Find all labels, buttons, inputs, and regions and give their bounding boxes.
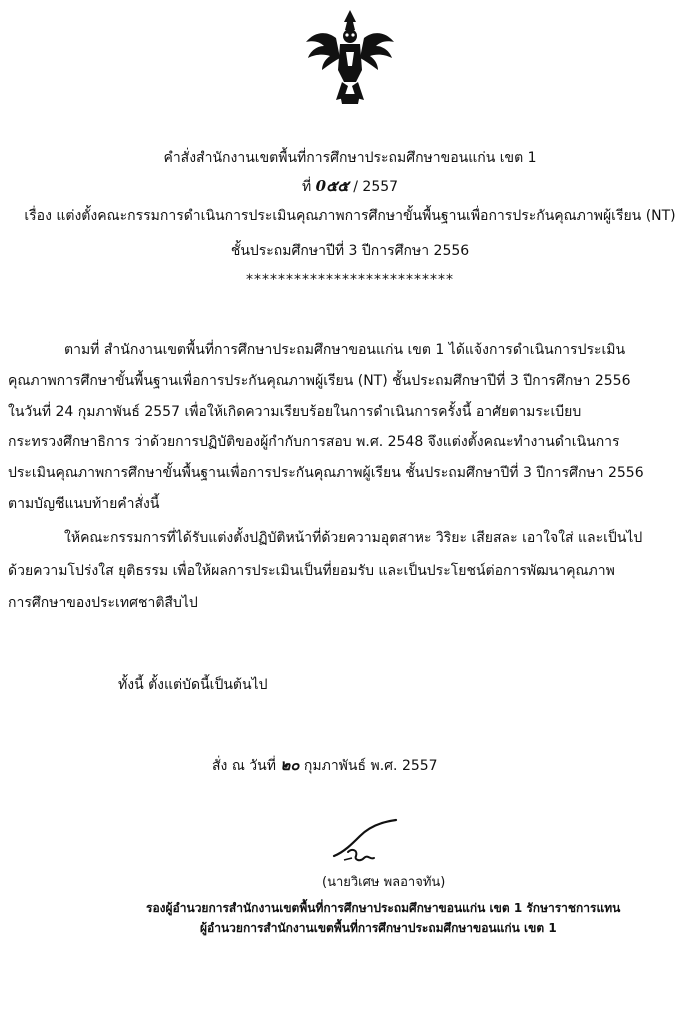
paragraph-1-line: ในวันที่ 24 กุมภาพันธ์ 2557 เพื่อให้เกิดความเรียบร้อยในการดำเนินการครั้งนี้ อาศัยตามระเบียบ: [8, 404, 582, 420]
paragraph-1-line: ตามที่ สำนักงานเขตพื้นที่การศึกษาประถมศึกษาขอนแก่น เขต 1 ได้แจ้งการดำเนินการประเมิน: [64, 342, 626, 358]
order-date-prefix: สั่ง ณ วันที่: [212, 758, 276, 774]
subject-line-1: เรื่อง แต่งตั้งคณะกรรมการดำเนินการประเมินคุณภาพการศึกษาขั้นพื้นฐานเพื่อการประกันคุณภาพผู้เรียน (NT): [24, 208, 676, 224]
paragraph-2-line: การศึกษาของประเทศชาติสืบไป: [8, 595, 198, 611]
order-number-handwritten: 0๕๕: [315, 177, 349, 195]
paragraph-1-line: ตามบัญชีแนบท้ายคำสั่งนี้: [8, 496, 160, 512]
order-title: คำสั่งสำนักงานเขตพื้นที่การศึกษาประถมศึกษาขอนแก่น เขต 1: [163, 150, 537, 166]
order-number-prefix: ที่: [301, 179, 312, 195]
effective-date-clause: ทั้งนี้ ตั้งแต่บัดนี้เป็นต้นไป: [118, 677, 268, 693]
paragraph-2-line: ด้วยความโปร่งใส ยุติธรรม เพื่อให้ผลการประเมินเป็นที่ยอมรับ และเป็นประโยชน์ต่อการพัฒนาคุณภาพ: [8, 563, 615, 579]
paragraph-1-line: กระทรวงศึกษาธิการ ว่าด้วยการปฏิบัติของผู้กำกับการสอบ พ.ศ. 2548 จึงแต่งตั้งคณะทำงานดำเนินการ: [8, 434, 620, 450]
handwritten-signature: [330, 818, 420, 868]
paragraph-1-line: คุณภาพการศึกษาขั้นพื้นฐานเพื่อการประกันคุณภาพผู้เรียน (NT) ชั้นประถมศึกษาปีที่ 3 ปีการศึกษา 2556: [8, 373, 631, 389]
order-date-day-handwritten: ๒๐: [280, 756, 300, 774]
paragraph-1-line: ประเมินคุณภาพการศึกษาขั้นพื้นฐานเพื่อการประกันคุณภาพผู้เรียน ชั้นประถมศึกษาปีที่ 3 ปีการศึกษา 2556: [8, 465, 644, 481]
order-number: [0, 176, 700, 197]
order-date-suffix: กุมภาพันธ์ พ.ศ. 2557: [303, 758, 438, 774]
garuda-emblem-icon: [300, 8, 400, 108]
divider-stars: **************************: [246, 272, 454, 288]
order-number-year: / 2557: [353, 179, 399, 195]
signatory-position-line-1: รองผู้อำนวยการสำนักงานเขตพื้นที่การศึกษาประถมศึกษาขอนแก่น เขต 1 รักษาราชการแทน: [146, 901, 621, 915]
order-date: [212, 755, 438, 776]
subject-line-2: ชั้นประถมศึกษาปีที่ 3 ปีการศึกษา 2556: [230, 243, 470, 259]
signatory-name: (นายวิเศษ พลอาจทัน): [322, 875, 446, 890]
signatory-position-line-2: ผู้อำนวยการสำนักงานเขตพื้นที่การศึกษาประถมศึกษาขอนแก่น เขต 1: [200, 921, 557, 935]
paragraph-2-line: ให้คณะกรรมการที่ได้รับแต่งตั้งปฏิบัติหน้าที่ด้วยความอุตสาหะ วิริยะ เสียสละ เอาใจใส่ และเป็นไป: [64, 530, 643, 546]
